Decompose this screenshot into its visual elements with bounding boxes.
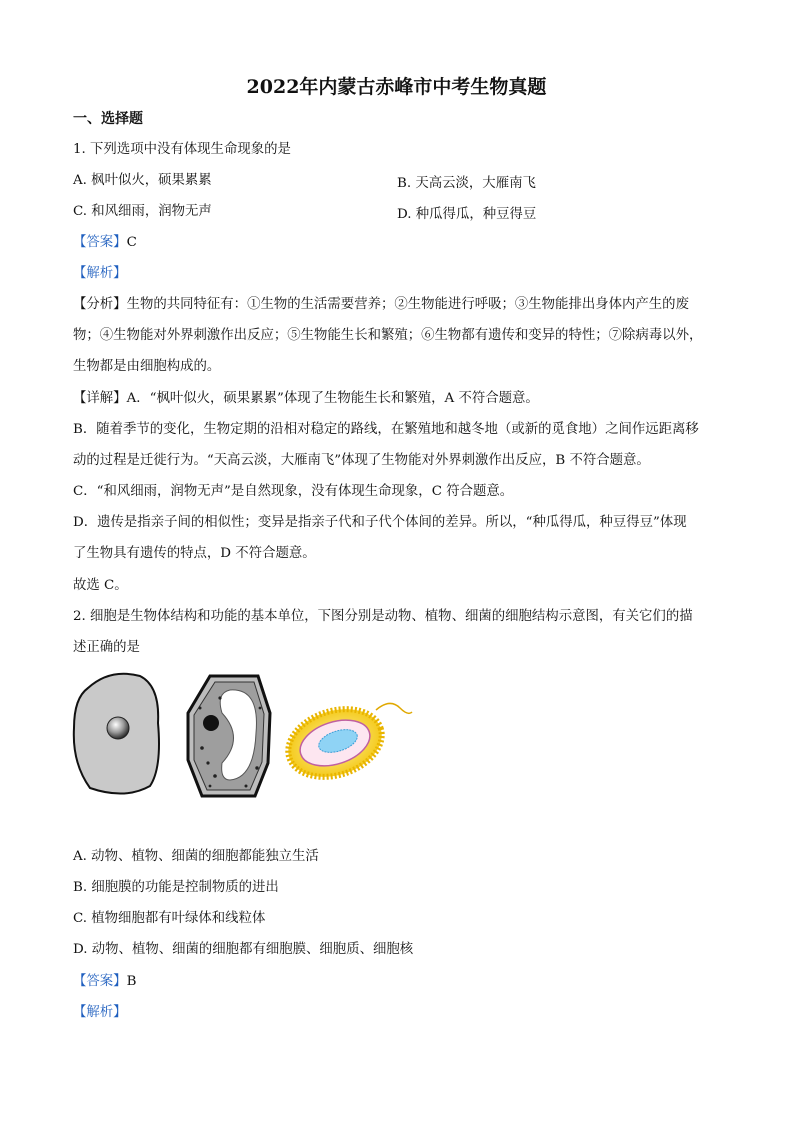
q1-stem: 1. 下列选项中没有体现生命现象的是 <box>73 142 291 157</box>
answer-value: B <box>126 974 137 989</box>
plant-cell-icon <box>188 676 270 796</box>
q1-fenxi-line2: 物；④生物能对外界刺激作出反应；⑤生物能生长和繁殖；⑥生物都有遗传和变异的特性；⑦除病毒以外， <box>73 328 703 343</box>
q1-option-b: B. 天高云淡，大雁南飞 <box>397 176 536 191</box>
q1-detail-d1: D．遗传是指亲子间的相似性；变异是指亲子代和子代个体间的差异。所以，“种瓜得瓜，种豆得豆”体现 <box>73 515 687 530</box>
q2-option-a: A. 动物、植物、细菌的细胞都能独立生活 <box>73 849 319 864</box>
section-heading: 一、选择题 <box>73 111 143 127</box>
q1-detail-d2: 了生物具有遗传的特点，D 不符合题意。 <box>73 546 316 561</box>
answer-tag: 【答案】 <box>73 235 127 250</box>
q1-answer <box>73 234 137 252</box>
detail-a-text: A．“枫叶似火，硕果累累”体现了生物能生长和繁殖，A 不符合题意。 <box>126 391 539 406</box>
detail-tag: 【详解】 <box>73 391 127 406</box>
page-title: 2022年内蒙古赤峰市中考生物真题 <box>246 76 547 98</box>
q2-answer <box>73 973 136 991</box>
answer-tag: 【答案】 <box>73 974 127 989</box>
answer-value: C <box>126 235 137 250</box>
q1-conclusion: 故选 C。 <box>73 578 128 593</box>
q1-detail-b2: 动的过程是迁徙行为。“天高云淡，大雁南飞”体现了生物能对外界刺激作出反应，B 不符合题意。 <box>73 453 650 468</box>
q2-analysis-tag: 【解析】 <box>73 1005 127 1020</box>
cell-figure <box>70 668 430 812</box>
q1-detail-c: C．“和风细雨，润物无声”是自然现象，没有体现生命现象，C 符合题意。 <box>73 484 514 499</box>
q1-detail-b1: B．随着季节的变化，生物定期的沿相对稳定的路线，在繁殖地和越冬地（或新的觅食地）之间作远距离移 <box>73 422 699 437</box>
q2-stem-line1: 2. 细胞是生物体结构和功能的基本单位，下图分别是动物、植物、细菌的细胞结构示意图，有关它们的描 <box>73 609 693 624</box>
q1-fenxi-line1 <box>73 296 689 314</box>
bacterium-cell-icon <box>279 698 412 789</box>
animal-cell-icon <box>74 674 159 794</box>
q1-option-a: A. 枫叶似火，硕果累累 <box>73 173 212 188</box>
q2-option-b: B. 细胞膜的功能是控制物质的进出 <box>73 880 279 895</box>
q2-option-d: D. 动物、植物、细菌的细胞都有细胞膜、细胞质、细胞核 <box>73 942 414 957</box>
q1-detail-a <box>73 390 539 408</box>
fenxi-tag: 【分析】 <box>73 297 127 312</box>
q1-option-c: C. 和风细雨，润物无声 <box>73 204 212 219</box>
q2-option-c: C. 植物细胞都有叶绿体和线粒体 <box>73 911 266 926</box>
q1-analysis-tag: 【解析】 <box>73 266 127 281</box>
q1-fenxi-line3: 生物都是由细胞构成的。 <box>73 359 221 374</box>
q1-option-d: D. 种瓜得瓜，种豆得豆 <box>397 207 537 222</box>
fenxi-text: 生物的共同特征有：①生物的生活需要营养；②生物能进行呼吸；③生物能排出身体内产生的废 <box>126 297 689 312</box>
q2-stem-line2: 述正确的是 <box>73 640 140 655</box>
